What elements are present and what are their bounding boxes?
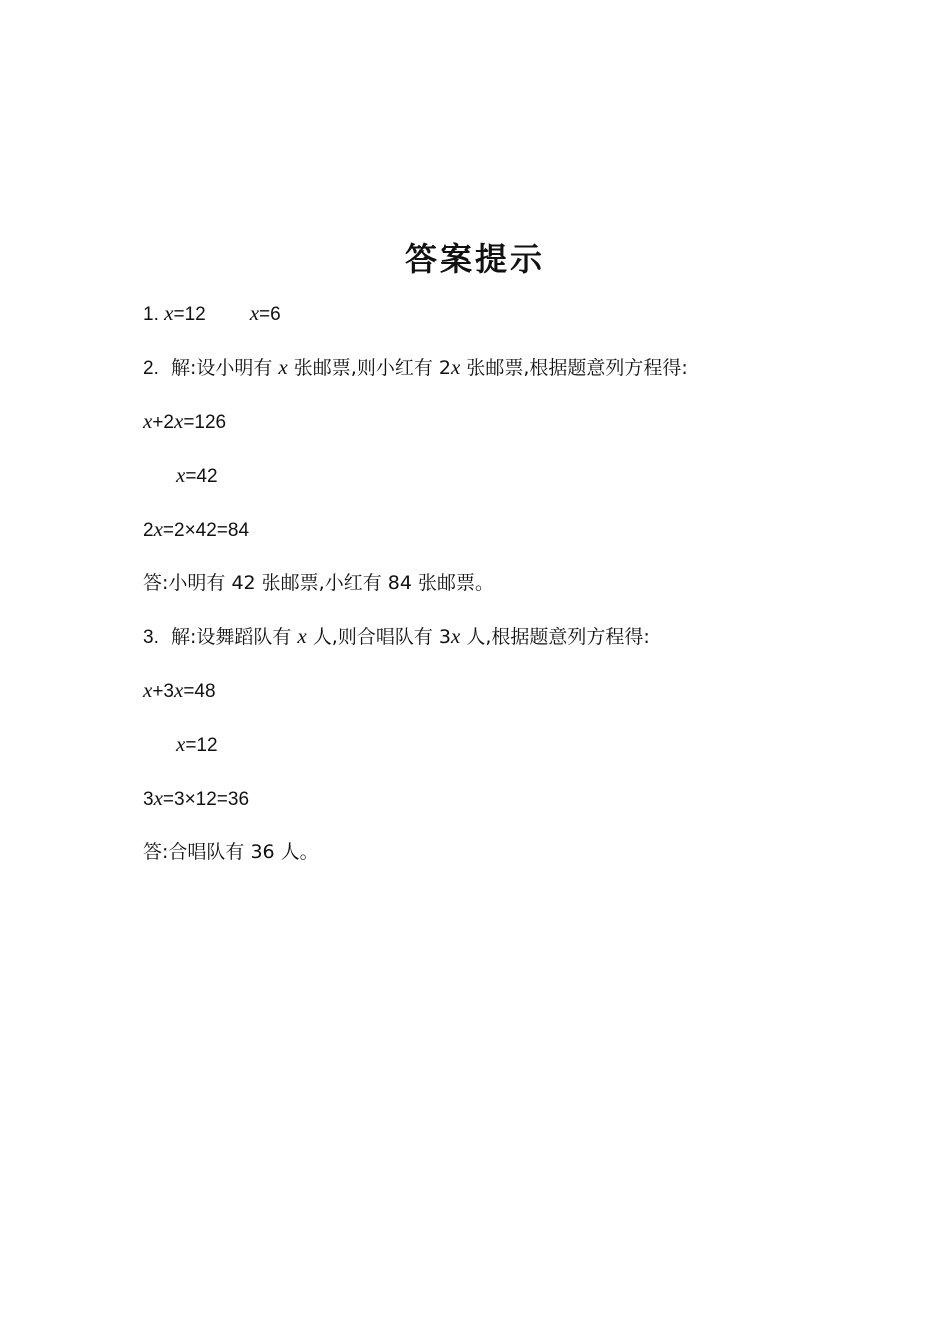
equation-term: 2 xyxy=(143,520,154,541)
variable: x xyxy=(249,301,260,325)
equation-term: =48 xyxy=(183,681,216,702)
answer-2-equation-1 xyxy=(143,408,226,436)
equation-term: =12 xyxy=(185,735,218,756)
variable: x xyxy=(143,409,153,433)
variable: x xyxy=(176,732,186,756)
answer-1-line xyxy=(143,300,281,328)
variable: x xyxy=(153,786,163,810)
variable: x xyxy=(174,678,184,702)
answer-3-intro-a: 解:设舞蹈队有 xyxy=(170,626,292,648)
variable: x xyxy=(297,624,307,648)
answer-2-number: 2. xyxy=(143,358,159,379)
equation-term: =126 xyxy=(183,412,227,433)
answer-1-eq1-value: =12 xyxy=(173,304,206,325)
answer-2-equation-2 xyxy=(176,462,218,490)
answer-3-intro-c: 人,根据题意列方程得: xyxy=(466,626,650,648)
equation-term: 3 xyxy=(143,789,154,810)
variable: x xyxy=(174,409,184,433)
answer-2-intro-a: 解:设小明有 xyxy=(170,357,273,379)
page-title: 答案提示 xyxy=(404,240,545,278)
equation-term: =42 xyxy=(185,466,218,487)
answer-3-equation-2 xyxy=(176,731,218,759)
equation-term: +3 xyxy=(152,681,174,702)
variable: x xyxy=(176,463,186,487)
answer-1-eq2-value: =6 xyxy=(259,304,281,325)
answer-2-intro-c: 张邮票,根据题意列方程得: xyxy=(466,357,688,379)
answer-1-number: 1. xyxy=(143,304,159,325)
variable: x xyxy=(164,301,174,325)
variable: x xyxy=(143,678,153,702)
answer-3-intro xyxy=(143,623,650,651)
answer-2-intro-b: 张邮票,则小红有 2 xyxy=(293,357,451,379)
answer-3-intro-b: 人,则合唱队有 3 xyxy=(312,626,451,648)
variable: x xyxy=(450,624,461,648)
answer-2-conclusion: 答:小明有 42 张邮票,小红有 84 张邮票。 xyxy=(143,572,494,594)
equation-term: =3×12=36 xyxy=(162,789,250,810)
answer-2-equation-3 xyxy=(143,516,249,544)
variable: x xyxy=(153,517,163,541)
answer-2-intro xyxy=(143,354,688,382)
variable: x xyxy=(278,355,288,379)
variable: x xyxy=(450,355,461,379)
answer-3-equation-3 xyxy=(143,785,249,813)
answer-3-conclusion: 答:合唱队有 36 人。 xyxy=(143,841,319,863)
equation-term: +2 xyxy=(152,412,174,433)
equation-term: =2×42=84 xyxy=(162,520,250,541)
answer-3-number: 3. xyxy=(143,627,159,648)
answer-3-equation-1 xyxy=(143,677,216,705)
